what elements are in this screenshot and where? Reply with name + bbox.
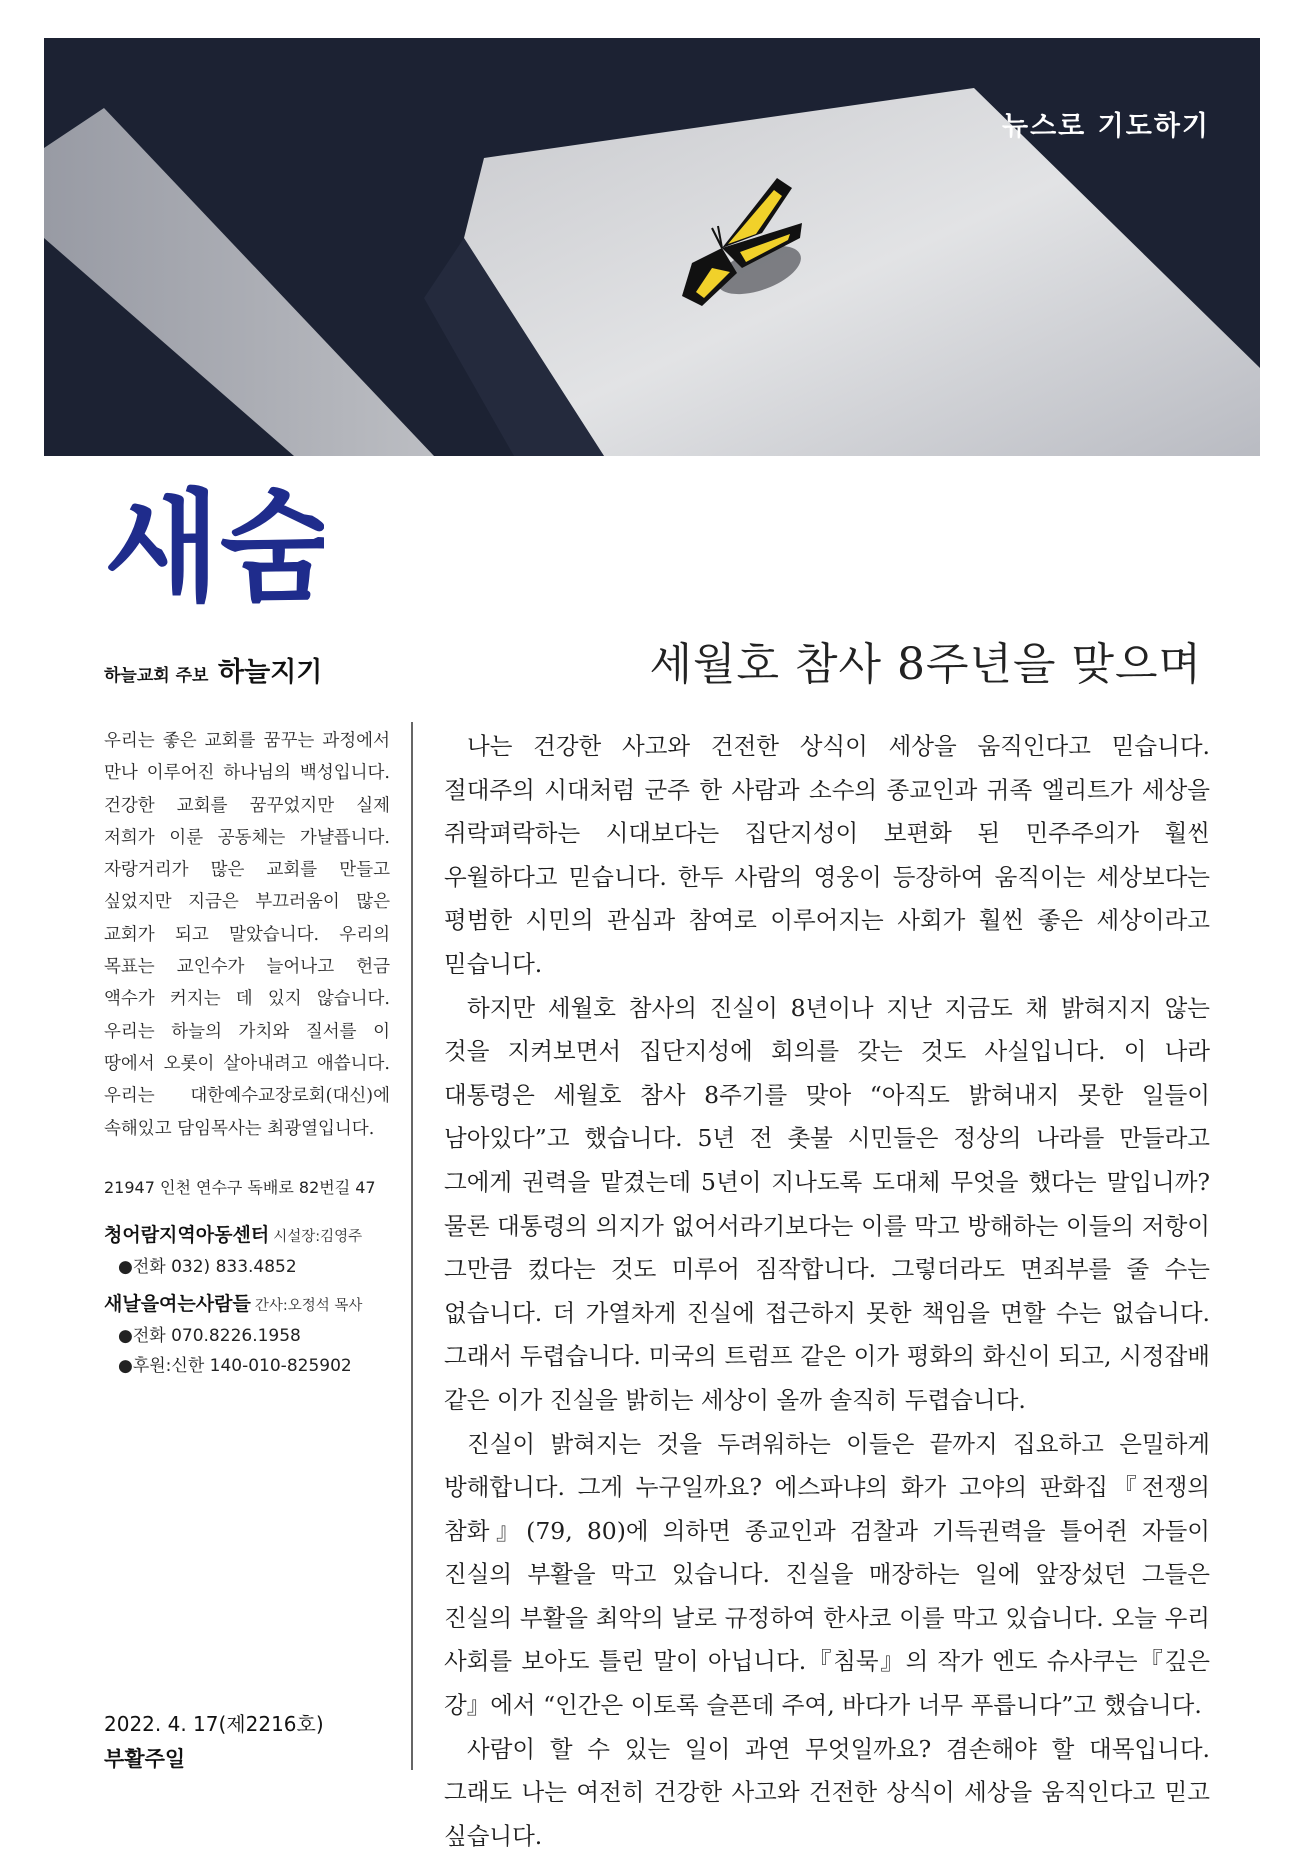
church-address: 21947 인천 연수구 독배로 82번길 47 [104,1177,376,1197]
section-title: 뉴스로 기도하기 [1002,111,1210,142]
logo-text: 새숨 [104,479,324,614]
org-block [104,1220,390,1277]
article-title: 세월호 참사 8주년을 맞으며 [649,639,1202,690]
article-paragraph: 나는 건강한 사고와 건전한 상식이 세상을 움직인다고 믿습니다. 절대주의 시대처럼 군주 한 사람과 소수의 종교인과 귀족 엘리트가 세상을 쥐락펴락하는 시대보다는 집단지성이 보편화 된 민주주의가 훨씬 우월하다고 믿습니다. 한두 사람의 영웅이 등장하여 움직이는 세상보다는 평범한 시민의 관심과 참여로 이루어지는 사회가 훨씬 좋은 세상이라고 믿습니다. [444,732,1210,978]
org-role: 간사:오정석 목사 [254,1297,363,1314]
article-paragraph: 진실이 밝혀지는 것을 두려워하는 이들은 끝까지 집요하고 은밀하게 방해합니다. 그게 누구일까요? 에스파냐의 화가 고야의 판화집『전쟁의 참화』(79, 80)에 의하면 종교인과 검찰과 기득권력을 틀어쥔 자들이 진실의 부활을 막고 있습니다. 진실을 매장하는 일에 앞장섰던 그들은 진실의 부활을 최악의 날로 규정하여 한사코 이를 막고 있습니다. 오늘 우리 사회를 보아도 틀린 말이 아닙니다.『침묵』의 작가 엔도 슈사쿠는『깊은 강』에서 “인간은 이토록 슬픈데 주여, 바다가 너무 푸릅니다”고 했습니다. [444,1429,1210,1720]
article-paragraph: 하지만 세월호 참사의 진실이 8년이나 지난 지금도 채 밝혀지지 않는 것을 지켜보면서 집단지성에 회의를 갖는 것도 사실입니다. 이 나라 대통령은 세월호 참사 8주기를 맞아 “아직도 밝혀내지 못한 일들이 남아있다”고 했습니다. 5년 전 촛불 시민들은 정상의 나라를 만들라고 그에게 권력을 맡겼는데 5년이 지나도록 도대체 무엇을 했다는 말입니까? 물론 대통령의 의지가 없어서라기보다는 이를 막고 방해하는 이들의 저항이 그만큼 컸다는 것도 미루어 짐작합니다. 그렇더라도 면죄부를 줄 수는 없습니다. 더 가열차게 진실에 접근하지 못한 책임을 면할 수는 없습니다. 그래서 두렵습니다. 미국의 트럼프 같은 이가 평화의 화신이 되고, 시정잡배 같은 이가 진실을 밝히는 세상이 올까 솔직히 두렵습니다. [444,993,1210,1414]
logo-graphic [104,474,324,614]
header-photo [44,38,1260,456]
org-name: 새날을여는사람들 [104,1292,251,1315]
butterfly-photo-illustration [44,38,1260,456]
article-body [444,725,1210,1858]
org-donation: ●후원:신한 140-010-825902 [118,1355,352,1376]
org-block [104,1289,390,1376]
issue-info [104,1708,324,1773]
issue-day-name: 부활주일 [104,1747,186,1771]
column-divider [411,722,413,1770]
masthead-logo [104,474,324,618]
org-phone: ●전화 032) 833.4852 [118,1256,297,1277]
subtitle-name: 하늘지기 [218,657,323,688]
org-name: 청어람지역아동센터 [104,1223,270,1246]
org-phone: ●전화 070.8226.1958 [118,1325,301,1346]
bulletin-subtitle [104,650,322,689]
sidebar [104,725,390,1376]
subtitle-church: 하늘교회 주보 [104,666,209,686]
org-role: 시설장:김영주 [273,1228,363,1245]
issue-date: 2022. 4. 17(제2216호) [104,1712,324,1736]
article-paragraph: 사람이 할 수 있는 일이 과연 무엇일까요? 겸손해야 할 대목입니다. 그래도 나는 여전히 건강한 사고와 건전한 상식이 세상을 움직인다고 믿고 싶습니다. [444,1734,1210,1850]
church-intro: 우리는 좋은 교회를 꿈꾸는 과정에서 만나 이루어진 하나님의 백성입니다. 건강한 교회를 꿈꾸었지만 실제 저희가 이룬 공동체는 가냘픕니다. 자랑거리가 많은 교회를 만들고 싶었지만 지금은 부끄러움이 많은 교회가 되고 말았습니다. 우리의 목표는 교인수가 늘어나고 헌금 액수가 커지는 데 있지 않습니다. 우리는 하늘의 가치와 질서를 이 땅에서 오롯이 살아내려고 애씁니다. 우리는 대한예수교장로회(대신)에 속해있고 담임목사는 최광열입니다. [104,731,390,1139]
